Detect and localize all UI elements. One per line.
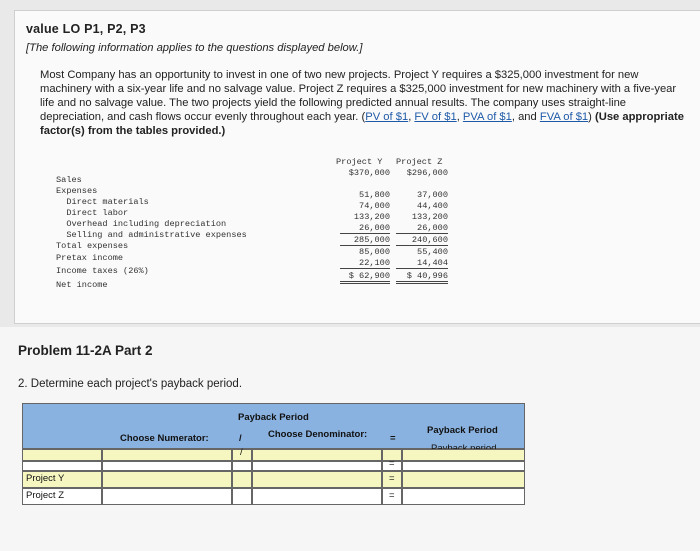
row-label: Selling and administrative expenses [56, 230, 247, 240]
row-z: 133,200 [411, 212, 448, 222]
row-y: 51,800 [359, 190, 390, 200]
row-z: 55,400 [417, 247, 448, 257]
denominator-select[interactable] [252, 449, 382, 461]
numerator-input[interactable] [102, 461, 232, 471]
row-label: Total expenses [56, 241, 129, 251]
slash-cell [232, 461, 252, 471]
row-y: 26,000 [340, 223, 390, 234]
row-y: 22,100 [340, 258, 390, 269]
equals-text: = [389, 490, 395, 501]
numerator-select[interactable] [102, 449, 232, 461]
row-label: Pretax income [56, 253, 124, 263]
row-y: $370,000 [348, 168, 390, 178]
instruction-bold: (Use appropriate factor(s) from the tables provided.) [40, 111, 684, 137]
intro-note: [The following information applies to the questions displayed below.] [26, 42, 363, 54]
project-y-denominator-input[interactable] [252, 471, 382, 488]
denominator-input[interactable] [252, 461, 382, 471]
equals-header: = [390, 433, 396, 444]
fva-of-1-link[interactable]: FVA of $1 [539, 111, 589, 123]
row-label: Direct labor [56, 208, 129, 218]
row-y: 85,000 [359, 247, 390, 257]
project-y-label: Project Y [26, 473, 65, 484]
row-y: $ 62,900 [340, 271, 390, 284]
row-label: Income taxes (26%) [56, 266, 149, 276]
payback-period-table [22, 403, 525, 501]
row-z: 14,404 [396, 258, 448, 269]
row-y: 285,000 [340, 235, 390, 246]
project-z-numerator-input[interactable] [102, 488, 232, 505]
pva-of-1-link[interactable]: PVA of $1 [462, 111, 512, 123]
col-header-project-z: Project Z [396, 157, 443, 167]
row-z: 26,000 [396, 223, 448, 234]
row-label: Overhead including depreciation [56, 219, 227, 229]
numerator-header: Choose Numerator: [120, 433, 209, 444]
col-header-project-y: Project Y [336, 157, 383, 167]
row-label-cell [22, 461, 102, 471]
part-title: Problem 11-2A Part 2 [18, 343, 153, 358]
project-y-numerator-input[interactable] [102, 471, 232, 488]
question-text: 2. Determine each project's payback period. [18, 378, 243, 390]
row-z: $ 40,996 [396, 271, 448, 284]
row-label: Sales [56, 175, 82, 185]
pv-of-1-link[interactable]: PV of $1 [365, 111, 409, 123]
table-title: Payback Period [238, 412, 309, 423]
result-input[interactable] [402, 461, 525, 471]
project-z-payback-input[interactable] [402, 488, 525, 505]
slash-cell [232, 488, 252, 505]
row-z: 240,600 [396, 235, 448, 246]
result-input[interactable] [402, 449, 525, 461]
row-y: 133,200 [353, 212, 390, 222]
row-label-cell [22, 449, 102, 461]
result-header: Payback Period [427, 425, 498, 436]
row-label: Expenses [56, 186, 98, 196]
row-z: $296,000 [406, 168, 448, 178]
denominator-header: Choose Denominator: [268, 429, 368, 440]
project-z-denominator-input[interactable] [252, 488, 382, 505]
slash-text: / [240, 447, 243, 458]
equals-text: = [389, 473, 395, 484]
slash-header: / [239, 433, 242, 444]
project-z-label: Project Z [26, 490, 65, 501]
equals-text: = [389, 458, 395, 469]
row-y: 74,000 [359, 201, 390, 211]
project-y-payback-input[interactable] [402, 471, 525, 488]
row-label: Direct materials [56, 197, 149, 207]
row-z: 44,400 [417, 201, 448, 211]
problem-description: Most Company has an opportunity to invest in one of two new projects. Project Y requires a $325,000 investment for new machinery with a six-year life and no salvage value. Project Z requires a $325,000 investment for new machinery with a five-year life and no salvage value. The two projects yield the following predicted annual results. The company uses straight-line depreciation, and cash flows occur evenly throughout each year. (PV of $1, FV of $1, PVA of $1, and FVA of $1) (Use appropriate factor(s) from the tables provided.) [40, 69, 684, 137]
row-label: Net income [56, 280, 108, 290]
learning-objectives-header: value LO P1, P2, P3 [26, 22, 146, 36]
fv-of-1-link[interactable]: FV of $1 [414, 111, 457, 123]
slash-cell [232, 471, 252, 488]
row-z: 37,000 [417, 190, 448, 200]
